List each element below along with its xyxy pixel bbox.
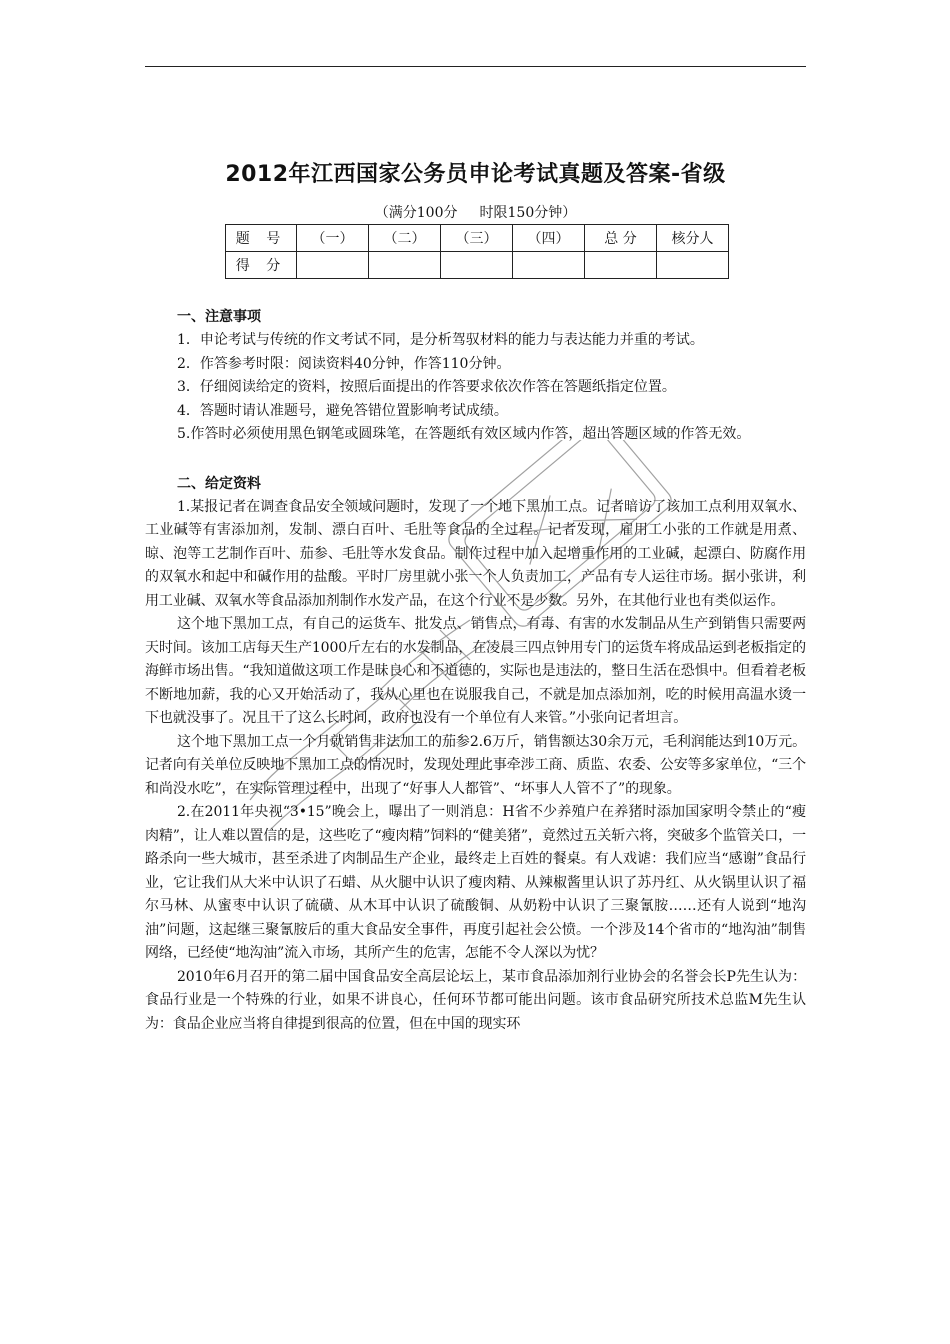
score-cell — [585, 252, 657, 279]
score-label: 得 分 — [226, 252, 297, 279]
notice-item: 3．仔细阅读给定的资料，按照后面提出的作答要求依次作答在答题纸指定位置。 — [177, 379, 676, 395]
column-q1: （一） — [297, 225, 369, 252]
question-number-label: 题 号 — [226, 225, 297, 252]
material-paragraph: 2.在2011年央视“3•15”晚会上，曝出了一则消息：H省不少养殖户在养猪时添加国家明令禁止的“瘦肉精”，让人难以置信的是，这些吃了“瘦肉精”饲料的“健美猪”，竟然过五关斩六将，突破多个监管关口，一路杀向一些大城市，甚至杀进了肉制品生产企业，最终走上百姓的餐桌。有人戏谑：我们应当“感谢”食品行业，它让我们从大米中认识了石蜡、从火腿中认识了瘦肉精、从辣椒酱里认识了苏丹红、从火锅里认识了福尔马林、从蜜枣中认识了硫磺、从木耳中认识了硫酸铜、从奶粉中认识了三聚氰胺……还有人说到“地沟油”问题，这起继三聚氰胺后的重大食品安全事件，再度引起社会公愤。一个涉及14个省市的“地沟油”制售网络，已经使“地沟油”流入市场，其所产生的危害，怎能不令人深以为忧？ — [145, 804, 806, 961]
material-paragraph: 这个地下黑加工点一个月就销售非法加工的茄参2.6万斤，销售额达30余万元，毛利润能达到10万元。记者向有关单位反映地下黑加工点的情况时，发现处理此事牵涉工商、质监、农委、公安等多家单位，“三个和尚没水吃”，在实际管理过程中，出现了“好事人人都管”、“坏事人人管不了”的现象。 — [145, 733, 806, 797]
notice-item: 4．答题时请认准题号，避免答错位置影响考试成绩。 — [177, 402, 508, 419]
score-cell — [369, 252, 441, 279]
full-score: （满分100分 — [374, 205, 458, 221]
material-paragraph: 1.某报记者在调查食品安全领域问题时，发现了一个地下黑加工点。记者暗访了该加工点利用双氧水、工业碱等有害添加剂，发制、漂白百叶、毛肚等食品的全过程。记者发现，雇用工小张的工作就是用煮、晾、泡等工艺制作百叶、茄参、毛肚等水发食品。制作过程中加入起增重作用的工业碱，起漂白、防腐作用的双氧水和起中和碱作用的盐酸。平时厂房里就小张一个人负责加工，产品有专人运往市场。据小张讲，利用工业碱、双氧水等食品添加剂制作水发产品，在这个行业不是少数。另外，在其他行业也有类似运作。 — [145, 498, 806, 609]
column-checker: 核分人 — [657, 225, 729, 252]
material-paragraph: 这个地下黑加工点，有自己的运货车、批发点、销售点，有毒、有害的水发制品从生产到销售只需要两天时间。该加工店每天生产1000斤左右的水发制品，在凌晨三四点钟用专门的运货车将成品运到老板指定的海鲜市场出售。“我知道做这项工作是昧良心和不道德的，实际也是违法的，整日生活在恐惧中。但看着老板不断地加薪，我的心又开始活动了，我从心里也在说服我自己，不就是加点添加剂，吃的时候用高温水烫一下也就没事了。况且干了这么长时间，政府也没有一个单位有人来管。”小张向记者坦言。 — [145, 616, 806, 726]
materials-heading: 二、给定资料 — [177, 475, 261, 492]
column-q3: （三） — [441, 225, 513, 252]
notice-item: 1．申论考试与传统的作文考试不同，是分析驾驭材料的能力与表达能力并重的考试。 — [177, 332, 704, 348]
column-q2: （二） — [369, 225, 441, 252]
exam-info — [145, 202, 806, 222]
score-table-score-row — [226, 252, 729, 279]
score-cell — [513, 252, 585, 279]
score-table-header-row — [226, 225, 729, 252]
header-rule — [145, 66, 806, 67]
score-cell — [297, 252, 369, 279]
score-cell — [441, 252, 513, 279]
column-total: 总 分 — [585, 225, 657, 252]
document-title: 2012年江西国家公务员申论考试真题及答案-省级 — [225, 162, 726, 187]
score-table — [225, 224, 729, 279]
notice-item: 5.作答时必须使用黑色钢笔或圆珠笔，在答题纸有效区域内作答，超出答题区域的作答无效。 — [177, 426, 751, 442]
material-paragraph: 2010年6月召开的第二届中国食品安全高层论坛上，某市食品添加剂行业协会的名誉会长P先生认为：食品行业是一个特殊的行业，如果不讲良心，任何环节都可能出问题。该市食品研究所技术总监M先生认为：食品企业应当将自律提到很高的位置，但在中国的现实环 — [145, 968, 806, 1032]
score-cell — [657, 252, 729, 279]
notice-heading: 一、注意事项 — [177, 309, 261, 325]
notice-item: 2．作答参考时限：阅读资料40分钟，作答110分钟。 — [177, 355, 511, 372]
document-body — [145, 306, 806, 1036]
time-limit: 时限150分钟） — [479, 205, 577, 221]
column-q4: （四） — [513, 225, 585, 252]
